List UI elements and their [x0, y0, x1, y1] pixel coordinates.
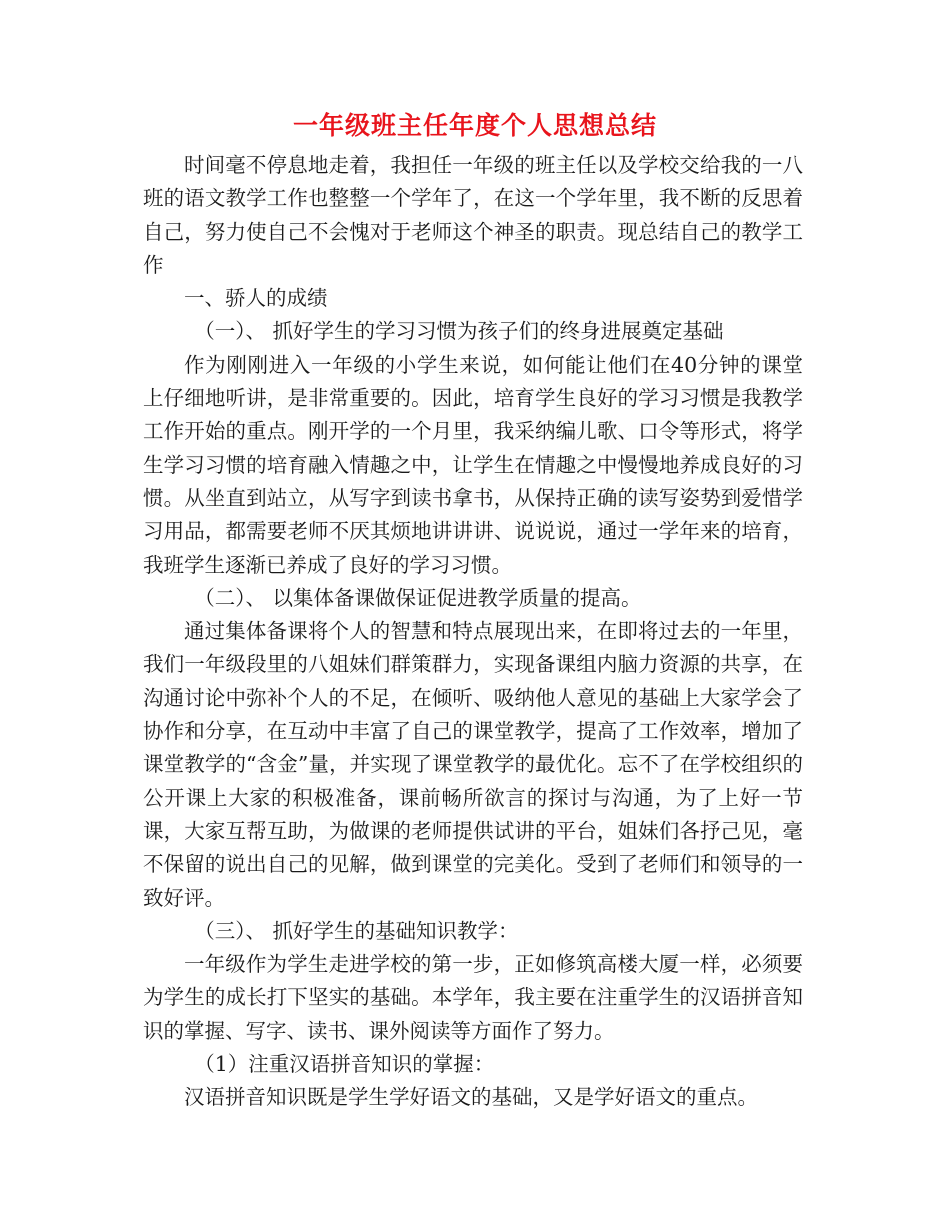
subsection-heading-2: （二）、 以集体备课做保证促进教学质量的提高。: [194, 585, 642, 610]
subsection-heading-3: （三）、 抓好学生的基础知识教学：: [194, 918, 519, 943]
document-body: [143, 149, 803, 1115]
paragraph-pinyin: 汉语拼音知识既是学生学好语文的基础，又是学好语文的重点。: [184, 1085, 758, 1110]
document-title: 一年级班主任年度个人思想总结: [292, 111, 657, 140]
subsection-heading-1: （一）、 抓好学生的学习习惯为孩子们的终身进展奠定基础: [194, 319, 724, 344]
paragraph-collective-lesson-prep: 通过集体备课将个人的智慧和特点展现出来，在即将过去的一年里，我们一年级段里的八姐妹们群策群力，实现备课组内脑力资源的共享，在沟通讨论中弥补个人的不足，在倾听、吸纳他人意见的基础上大家学会了协作和分享，在互动中丰富了自己的课堂教学，提高了工作效率，增加了课堂教学的“含金”量，并实现了课堂教学的最优化。忘不了在学校组织的公开课上大家的积极准备，课前畅所欲言的探讨与沟通，为了上好一节课，大家互帮互助，为做课的老师提供试讲的平台，姐妹们各抒己见，毫不保留的说出自己的见解，做到课堂的完美化。受到了老师们和领导的一致好评。: [143, 619, 803, 910]
subsection-heading-pinyin: （1）注重汉语拼音知识的掌握：: [194, 1052, 495, 1077]
section-heading-achievements: 一、骄人的成绩: [184, 286, 328, 311]
paragraph-basic-knowledge: 一年级作为学生走进学校的第一步，正如修筑高楼大厦一样，必须要为学生的成长打下坚实的基础。本学年，我主要在注重学生的汉语拼音知识的掌握、写字、读书、课外阅读等方面作了努力。: [143, 952, 803, 1043]
paragraph-study-habits: 作为刚刚进入一年级的小学生来说，如何能让他们在40分钟的课堂上仔细地听讲，是非常重要的。因此，培育学生良好的学习习惯是我教学工作开始的重点。刚开学的一个月里，我采纳编儿歌、口令等形式，将学生学习习惯的培育融入情趣之中，让学生在情趣之中慢慢地养成良好的习惯。从坐直到站立，从写字到读书拿书，从保持正确的读写姿势到爱惜学习用品，都需要老师不厌其烦地讲讲讲、说说说，通过一学年来的培育，我班学生逐渐已养成了良好的学习习惯。: [143, 352, 803, 577]
paragraph-intro: 时间毫不停息地走着，我担任一年级的班主任以及学校交给我的一八班的语文教学工作也整整一个学年了，在这一个学年里，我不断的反思着自己，努力使自己不会愧对于老师这个神圣的职责。现总结自己的教学工作: [143, 153, 803, 277]
